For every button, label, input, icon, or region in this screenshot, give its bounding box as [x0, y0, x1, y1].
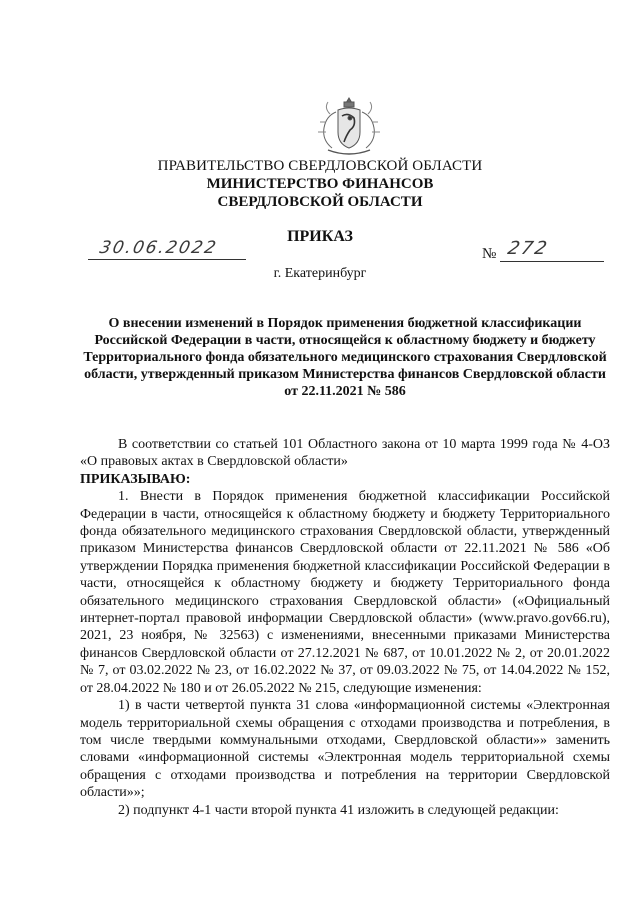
order-word: ПРИКАЗЫВАЮ: — [80, 471, 191, 487]
government-name: ПРАВИТЕЛЬСТВО СВЕРДЛОВСКОЙ ОБЛАСТИ — [157, 158, 483, 174]
coat-of-arms-emblem — [314, 92, 384, 160]
handwritten-date: 30.06.2022 — [97, 238, 220, 258]
document-title: О внесении изменений в Порядок применения бюджетной классификации Российской Федерации в части, относящейся к областному бюджету и бюджету Территориального фонда обязательного медицинского страхования Свердловской области, утвержденный приказом Министерства финансов Свердловской области от 22.11.2021 № 586 — [83, 316, 607, 399]
number-underline — [500, 261, 604, 262]
handwritten-number: 272 — [505, 238, 551, 259]
number-label: № — [482, 246, 497, 262]
paragraph-1-2: 2) подпункт 4-1 части второй пункта 41 изложить в следующей редакции: — [118, 802, 559, 818]
city: г. Екатеринбург — [273, 266, 367, 281]
paragraph-basis: В соответствии со статьей 101 Областного закона от 10 марта 1999 года № 4-ОЗ «О правовых актах в Свердловской области» — [80, 437, 610, 470]
paragraph-1: 1. Внести в Порядок применения бюджетной классификации Российской Федерации в части, относящейся к областному бюджету и бюджету Территориального фонда обязательного медицинского страхования Свердловской области, утвержденный приказом Министерства финансов Свердловской области от 22.11.2021 № 586 «Об утверждении Порядка применения бюджетной классификации Российской Федерации в части, относящейся к областному бюджету и бюджету Территориального фонда обязательного медицинского страхования Свердловской области» («Официальный интернет-портал правовой информации Свердловской области» (www.pravo.gov66.ru), 2021, 23 ноября, № 32563) с изменениями, внесенными приказами Министерства финансов Свердловской области от 27.12.2021 № 687, от 10.01.2022 № 2, от 20.01.2022 № 7, от 03.02.2022 № 23, от 16.02.2022 № 37, от 09.03.2022 № 75, от 14.04.2022 № 152, от 28.04.2022 № 180 и от 26.05.2022 № 215, следующие изменения: — [80, 489, 610, 696]
paragraph-1-1: 1) в части четвертой пункта 31 слова «информационной системы «Электронная модель территориальной схемы обращения с отходами производства и потребления, в том числе твердыми коммунальными отходами, Свердловской области»» заменить словами «информационной системы «Электронная модель территориальной схемы обращения с отходами производства и потребления на территории Свердловской области»»; — [80, 698, 610, 801]
ministry-name: МИНИСТЕРСТВО ФИНАНСОВ — [206, 176, 434, 192]
date-underline — [88, 259, 246, 260]
document-body — [80, 436, 610, 819]
document-type: ПРИКАЗ — [287, 228, 353, 245]
ministry-region: СВЕРДЛОВСКОЙ ОБЛАСТИ — [217, 194, 423, 210]
